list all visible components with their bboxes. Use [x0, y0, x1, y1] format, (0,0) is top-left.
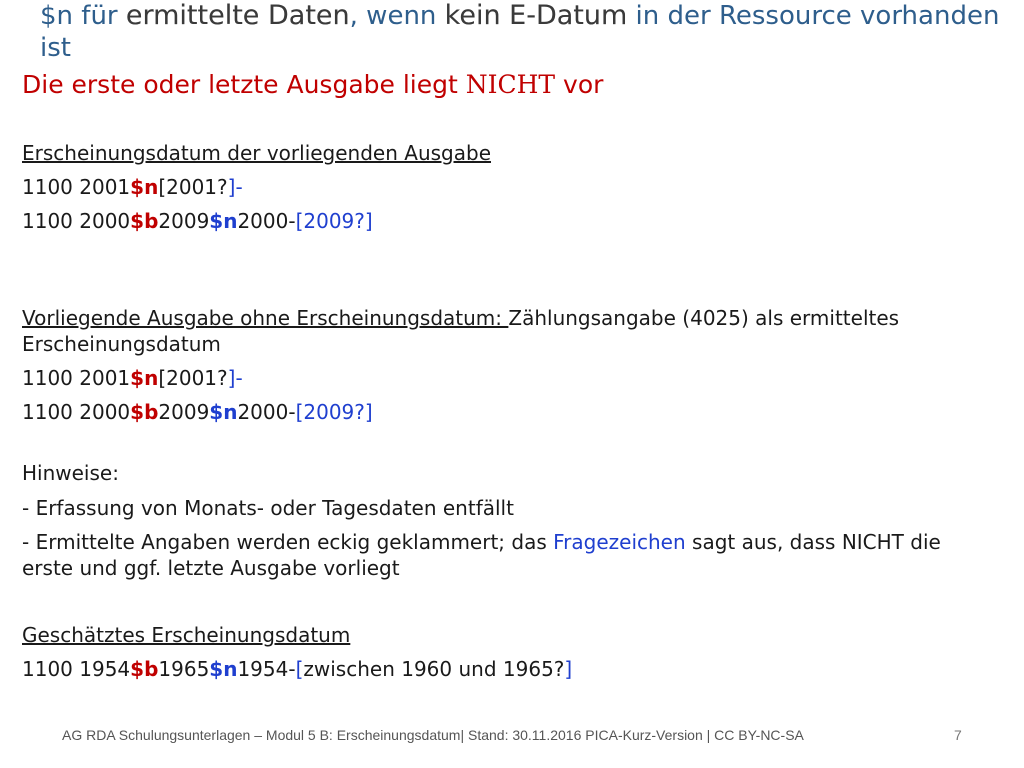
code-text: 1100 1954	[22, 657, 131, 681]
code-line	[22, 208, 373, 234]
subtitle-part: Die erste oder letzte Ausgabe liegt	[22, 70, 466, 99]
hint-text: sagt aus, dass NICHT die erste und ggf. letzte Ausgabe vorliegt	[22, 530, 941, 580]
code-bracket: ]-	[227, 175, 243, 199]
code-text: 1100 2001	[22, 175, 131, 199]
code-line	[22, 365, 243, 391]
code-subfield: $n	[130, 366, 159, 390]
hint-emphasis: Fragezeichen	[553, 530, 686, 554]
title-part: in der Ressource vorhanden ist	[40, 1, 1000, 63]
title-part: für	[73, 1, 126, 31]
code-bracket: ]	[564, 657, 573, 681]
title-part: $n	[40, 1, 74, 31]
code-bracket: ]-	[227, 366, 243, 390]
title-emphasis: kein E-Datum	[444, 0, 628, 31]
page-number: 7	[954, 727, 962, 743]
code-text: 2009	[158, 209, 210, 233]
code-subfield: $b	[130, 209, 159, 233]
title-part: , wenn	[349, 1, 445, 31]
slide-title	[40, 0, 1000, 64]
code-line	[22, 174, 243, 200]
code-text: 2009	[158, 400, 210, 424]
code-text: 2000-	[237, 400, 296, 424]
section-heading-rest: Zählungsangabe (4025) als ermitteltes Erscheinungsdatum	[22, 306, 900, 356]
hint-text: - Ermittelte Angaben werden eckig geklammert; das	[22, 530, 554, 554]
code-text: zwischen 1960 und 1965?	[303, 657, 565, 681]
hint-item: - Erfassung von Monats- oder Tagesdaten entfällt	[22, 496, 514, 520]
code-line	[22, 656, 572, 682]
code-subfield: $n	[209, 657, 238, 681]
section-heading: Geschätztes Erscheinungsdatum	[22, 623, 351, 647]
code-bracket: [2009?]	[295, 209, 373, 233]
subtitle-emphasis: NICHT	[465, 70, 556, 99]
section-heading	[22, 305, 982, 357]
code-subfield: $n	[209, 209, 238, 233]
code-text: 1100 2001	[22, 366, 131, 390]
code-text: [2001?	[158, 175, 228, 199]
section-heading-underlined: Vorliegende Ausgabe ohne Erscheinungsdatum:	[22, 306, 509, 330]
code-text: 1100 2000	[22, 209, 131, 233]
code-text: 1965	[158, 657, 210, 681]
code-text: 1954-	[237, 657, 296, 681]
title-emphasis: ermittelte Daten	[125, 0, 350, 31]
section-heading: Erscheinungsdatum der vorliegenden Ausgabe	[22, 141, 491, 165]
code-text: 2000-	[237, 209, 296, 233]
hint-item	[22, 529, 982, 581]
slide-footer: AG RDA Schulungsunterlagen – Modul 5 B: Erscheinungsdatum| Stand: 30.11.2016 PICA-Kurz-Version | CC BY-NC-SA	[62, 727, 804, 743]
code-text: 1100 2000	[22, 400, 131, 424]
code-subfield: $n	[209, 400, 238, 424]
code-line	[22, 399, 373, 425]
code-subfield: $b	[130, 657, 159, 681]
code-text: [2001?	[158, 366, 228, 390]
code-subfield: $n	[130, 175, 159, 199]
code-bracket: [2009?]	[295, 400, 373, 424]
code-subfield: $b	[130, 400, 159, 424]
subtitle-part: vor	[555, 70, 604, 99]
code-bracket: [	[295, 657, 304, 681]
slide-subtitle	[22, 70, 603, 100]
hints-heading: Hinweise:	[22, 461, 119, 485]
